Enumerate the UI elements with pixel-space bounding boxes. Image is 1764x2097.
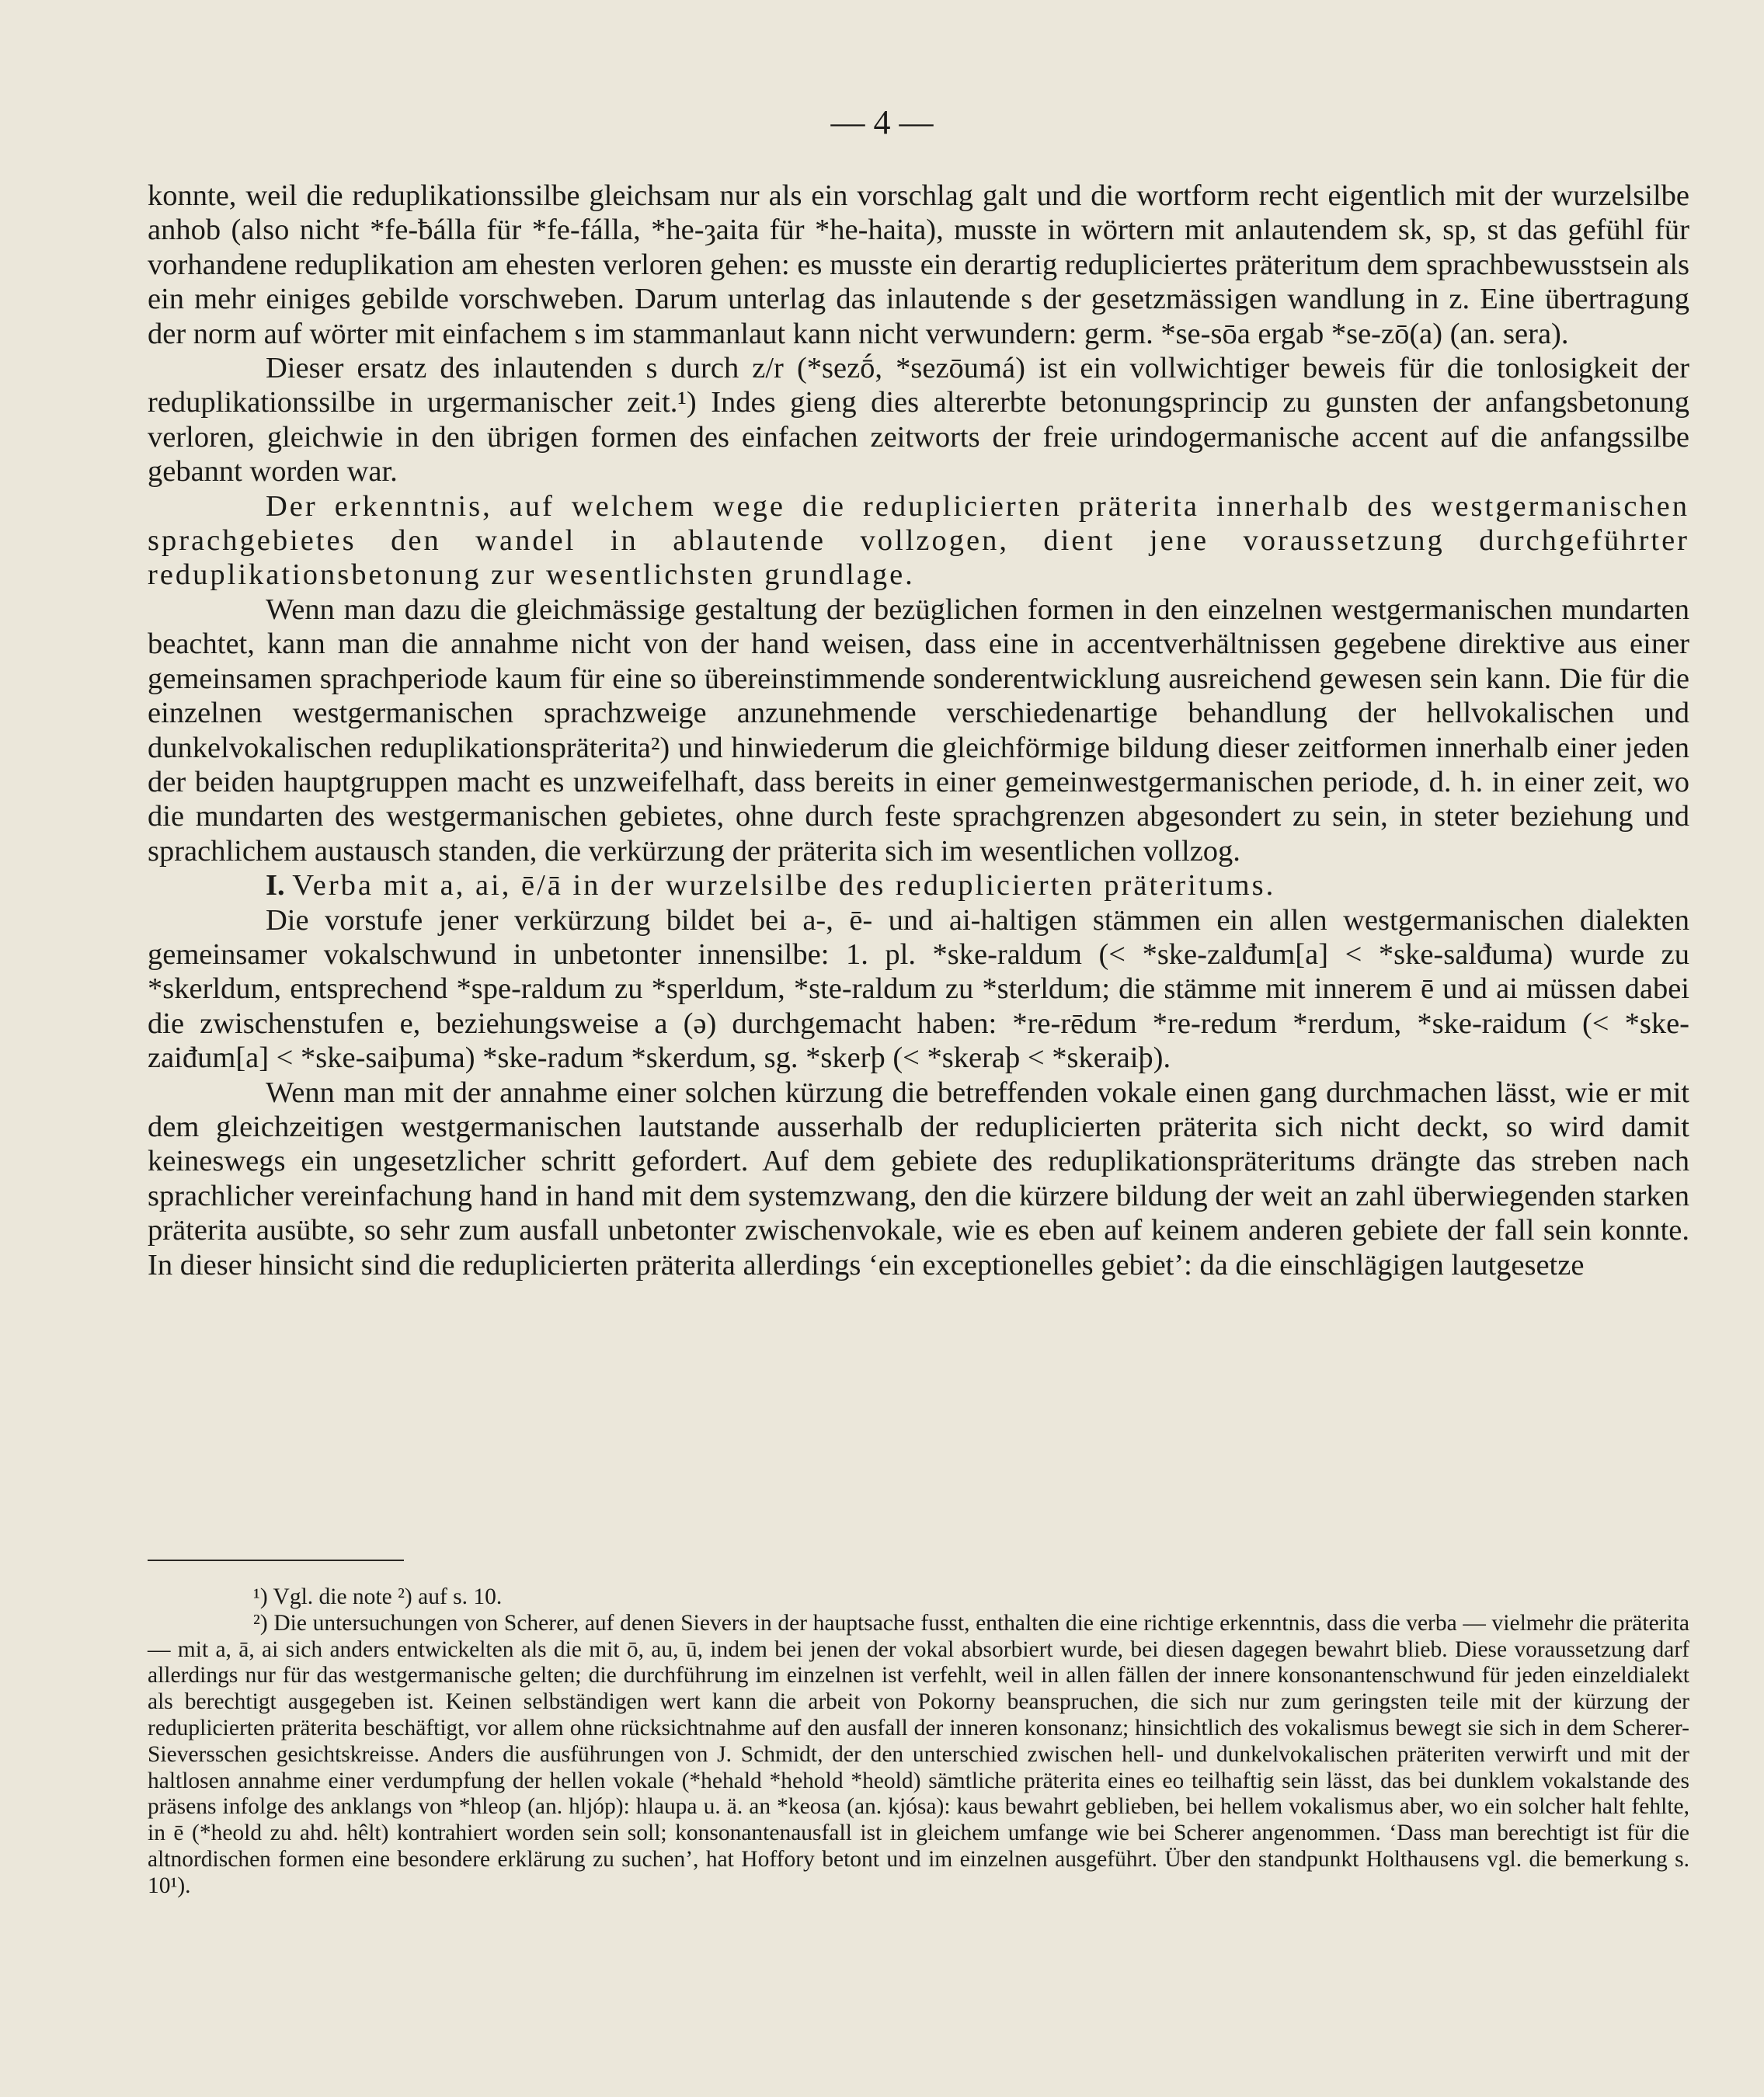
section-heading — [148, 868, 1689, 902]
paragraph-6: Wenn man mit der annahme einer solchen kürzung die betreffenden vokale einen gang durchmachen lässt, wie er mit dem gleichzeitigen westgermanischen lautstande ausserhalb der reduplicierten präterita sich nicht deckt, so wird damit keineswegs ein ungesetzlicher schritt gefordert. Auf dem gebiete des reduplikationspräteritums drängte das streben nach sprachlicher vereinfachung hand in hand mit dem systemzwang, den die kürzere bildung der weit an zahl überwiegenden starken präterita ausübte, so sehr zum ausfall unbetonter zwischenvokale, wie es eben auf keinem anderen gebiete der fall sein konnte. In dieser hinsicht sind die reduplicierten präterita allerdings ‘ein exceptionelles gebiet’: da die einschlägigen lautgesetze — [148, 1076, 1689, 1282]
paragraph-3: Der erkenntnis, auf welchem wege die reduplicierten präterita innerhalb des westgermanischen sprachgebietes den wandel in ablautende vollzogen, dient jene voraussetzung durchgeführter reduplikationsbetonung zur wesentlichsten grundlage. — [148, 489, 1689, 592]
paragraph-2: Dieser ersatz des inlautenden s durch z/r (*sezṓ, *sezōumá) ist ein vollwichtiger beweis für die tonlosigkeit der reduplikationssilbe in urgermanischer zeit.¹) Indes gieng dies altererbte betonungsprincip zu gunsten der anfangsbetonung verloren, gleichwie in den übrigen formen des einfachen zeitworts der freie urindogermanische accent auf die anfangssilbe gebannt worden war. — [148, 352, 1689, 489]
footnote-2: ²) Die untersuchungen von Scherer, auf denen Sievers in der hauptsache fusst, enthalten die eine richtige erkenntnis, dass die verba — vielmehr die präterita — mit a, ā, ai sich anders entwickelten als die mit ō, au, ū, indem bei jenen der vokal absorbiert wurde, bei diesen dagegen bewahrt blieb. Diese voraussetzung darf allerdings nur für das westgermanische gelten; die durchführung im einzelnen ist verfehlt, weil in allen fällen der innere konsonantenschwund für jeden einzeldialekt als berechtigt ausgegeben ist. Keinen selbständigen wert kann die arbeit von Pokorny beanspruchen, die sich nur zum geringsten teile mit der kürzung der reduplicierten präterita beschäftigt, vor allem ohne rücksichtnahme auf den ausfall der inneren konsonanz; hinsichtlich des vokalismus bewegt sie sich in dem Scherer-Sieversschen gesichtskreisse. Anders die ausführungen von J. Schmidt, der den unterschied zwischen hell- und dunkelvokalischen präteriten verwirft und mit der haltlosen annahme einer verdumpfung der hellen vokale (*hehald *hehold *heold) sämtliche präterita eines eo teilhaftig sein lässt, das bei dunklem vokalstande des präsens infolge des anklangs von *hleop (an. hljóp): hlaupa u. ä. an *keosa (an. kjósa): kaus bewahrt geblieben, bei hellem vokalismus aber, wo ein solcher halt fehlte, in ē (*heold zu ahd. hêlt) kontrahiert worden sein soll; konsonantenausfall ist in gleichem umfange wie bei Scherer angenommen. ‘Dass man berechtigt ist für die altnordischen formen eine besondere erklärung zu suchen’, hat Hoffory betont und im einzelnen ausgeführt. Über den standpunkt Holthausens vgl. die bemerkung s. 10¹). — [148, 1610, 1689, 1898]
paragraph-5: Die vorstufe jener verkürzung bildet bei a-, ē- und ai-haltigen stämmen ein allen westgermanischen dialekten gemeinsamer vokalschwund in unbetonter innensilbe: 1. pl. *ske-raldum (< *ske-zalđum[a] < *ske-salđuma) wurde zu *skerldum, entsprechend *spe-raldum zu *sperldum, *ste-raldum zu *sterldum; die stämme mit innerem ē und ai müssen dabei die zwischenstufen e, beziehungsweise a (ə) durchgemacht haben: *re-rēdum *re-redum *rerdum, *ske-raidum (< *ske-zaiđum[a] < *ske-saiþuma) *ske-radum *skerdum, sg. *skerþ (< *skeraþ < *skeraiþ). — [148, 903, 1689, 1075]
paragraph-4: Wenn man dazu die gleichmässige gestaltung der bezüglichen formen in den einzelnen westgermanischen mundarten beachtet, kann man die annahme nicht von der hand weisen, dass eine in accentverhältnissen gegebene direktive aus einer gemeinsamen sprachperiode kaum für eine so übereinstimmende sonderentwicklung ausreichend gewesen sein kann. Die für die einzelnen westgermanischen sprachzweige anzunehmende verschiedenartige behandlung der hellvokalischen und dunkelvokalischen reduplikationspräterita²) und hinwiederum die gleichförmige bildung dieser zeitformen innerhalb einer jeden der beiden hauptgruppen macht es unzweifelhaft, dass bereits in einer gemeinwestgermanischen periode, d. h. in einer zeit, wo die mundarten des westgermanischen gebietes, ohne durch feste sprachgrenzen abgesondert zu sein, in steter beziehung und sprachlichem austausch standen, die verkürzung der präterita sich im wesentlichen vollzog. — [148, 593, 1689, 868]
footnote-rule — [148, 1560, 404, 1561]
page-number: — 4 — — [830, 103, 934, 141]
footnotes — [148, 1584, 1689, 1900]
section-heading-text: Verba mit a, ai, ē/ā in der wurzelsilbe des reduplicierten präteritums. — [292, 869, 1276, 902]
main-text — [148, 179, 1689, 1282]
section-heading-numeral: I. — [266, 869, 285, 902]
footnote-1: ¹) Vgl. die note ²) auf s. 10. — [253, 1584, 503, 1609]
paragraph-1: konnte, weil die reduplikationssilbe gleichsam nur als ein vorschlag galt und die wortform recht eigentlich mit der wurzelsilbe anhob (also nicht *fe-ƀálla für *fe-fálla, *he-ȝaita für *he-haita), musste in wörtern mit anlautendem sk, sp, st das gefühl für vorhandene reduplikation am ehesten verloren gehen: es musste ein derartig redupliciertes präteritum dem sprachbewusstsein als ein mehr einiges gebilde vorschweben. Darum unterlag das inlautende s der gesetzmässigen wandlung in z. Eine übertragung der norm auf wörter mit einfachem s im stammanlaut kann nicht verwundern: germ. *se-sōa ergab *se-zō(a) (an. sera). — [148, 179, 1689, 350]
